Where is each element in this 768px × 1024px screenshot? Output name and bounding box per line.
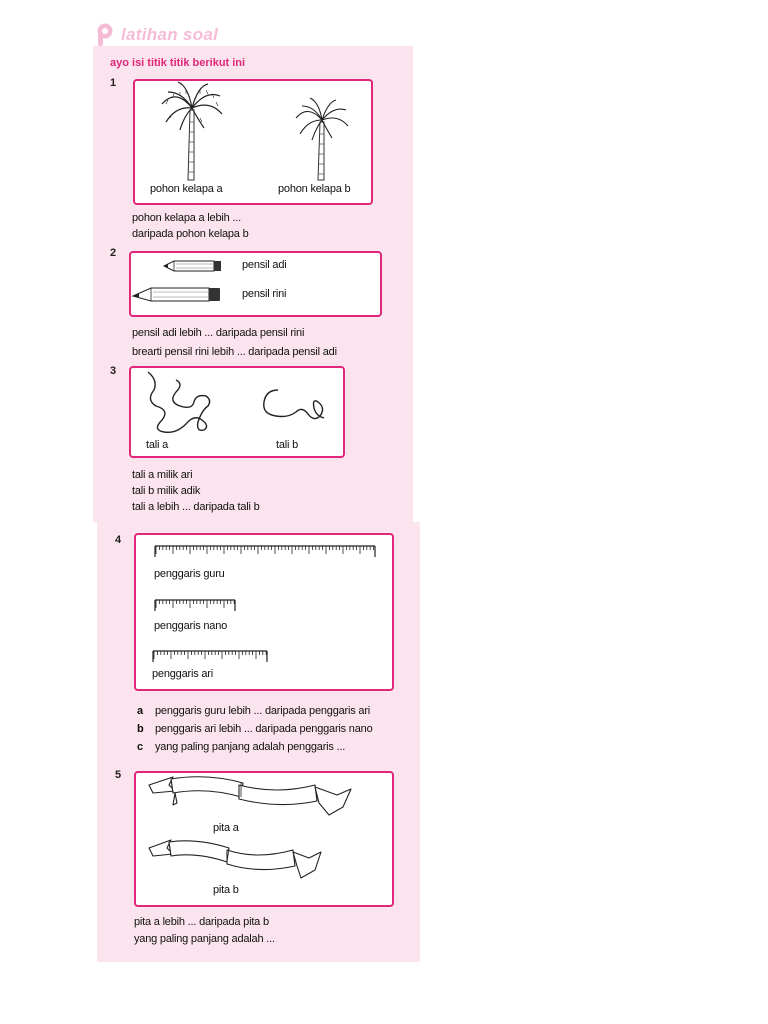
q2-line2: brearti pensil rini lebih ... daripada pensil adi (132, 346, 337, 358)
q4-item-a-letter: a (137, 705, 143, 717)
q4-item-b-letter: b (137, 723, 144, 735)
logo-icon (95, 22, 117, 48)
palm-tree-icon (294, 98, 350, 182)
q3-label-b: tali b (276, 439, 299, 451)
ribbon-icon (147, 838, 323, 882)
ruler-icon (152, 650, 268, 663)
ruler-icon (154, 545, 376, 558)
pencil-icon (133, 286, 221, 302)
q3-label-a: tali a (146, 439, 169, 451)
q4-item-a (137, 703, 370, 719)
q2-label-a: pensil adi (242, 259, 287, 271)
rope-icon (258, 388, 328, 424)
page-title: latihan soal (121, 25, 219, 44)
q1-line2: daripada pohon kelapa b (132, 228, 249, 240)
q1-line1: pohon kelapa a lebih ... (132, 212, 241, 224)
q4-label-guru: penggaris guru (154, 568, 225, 580)
q5-label-b: pita b (213, 884, 239, 896)
question-number-1: 1 (110, 77, 117, 89)
q4-item-c-text: yang paling panjang adalah penggaris ... (155, 741, 346, 753)
q5-line1: pita a lebih ... daripada pita b (134, 916, 269, 928)
question-number-5: 5 (115, 769, 122, 781)
instruction-text: ayo isi titik titik berikut ini (110, 57, 246, 69)
q2-label-b: pensil rini (242, 288, 287, 300)
question-number-4: 4 (115, 534, 122, 546)
q1-label-a: pohon kelapa a (150, 183, 223, 195)
ribbon-icon (147, 775, 353, 819)
q3-line2: tali b milik adik (132, 485, 201, 497)
q4-item-c-letter: c (137, 741, 143, 753)
q4-item-c (137, 739, 345, 755)
question-number-2: 2 (110, 247, 117, 259)
pencil-icon (164, 260, 222, 272)
q4-item-b (137, 721, 372, 737)
ruler-icon (154, 599, 236, 612)
q4-label-nano: penggaris nano (154, 620, 228, 632)
palm-tree-icon (160, 82, 224, 182)
q4-label-ari: penggaris ari (152, 668, 213, 680)
q3-line1: tali a milik ari (132, 469, 193, 481)
q2-line1: pensil adi lebih ... daripada pensil rini (132, 327, 305, 339)
q4-item-b-text: penggaris ari lebih ... daripada penggaris nano (155, 723, 373, 735)
section-header (95, 20, 218, 50)
q5-line2: yang paling panjang adalah ... (134, 933, 275, 945)
q5-label-a: pita a (213, 822, 239, 834)
question-number-3: 3 (110, 365, 117, 377)
rope-icon (136, 370, 212, 436)
q1-label-b: pohon kelapa b (278, 183, 351, 195)
q3-line3: tali a lebih ... daripada tali b (132, 501, 260, 513)
q4-item-a-text: penggaris guru lebih ... daripada penggaris ari (155, 705, 371, 717)
